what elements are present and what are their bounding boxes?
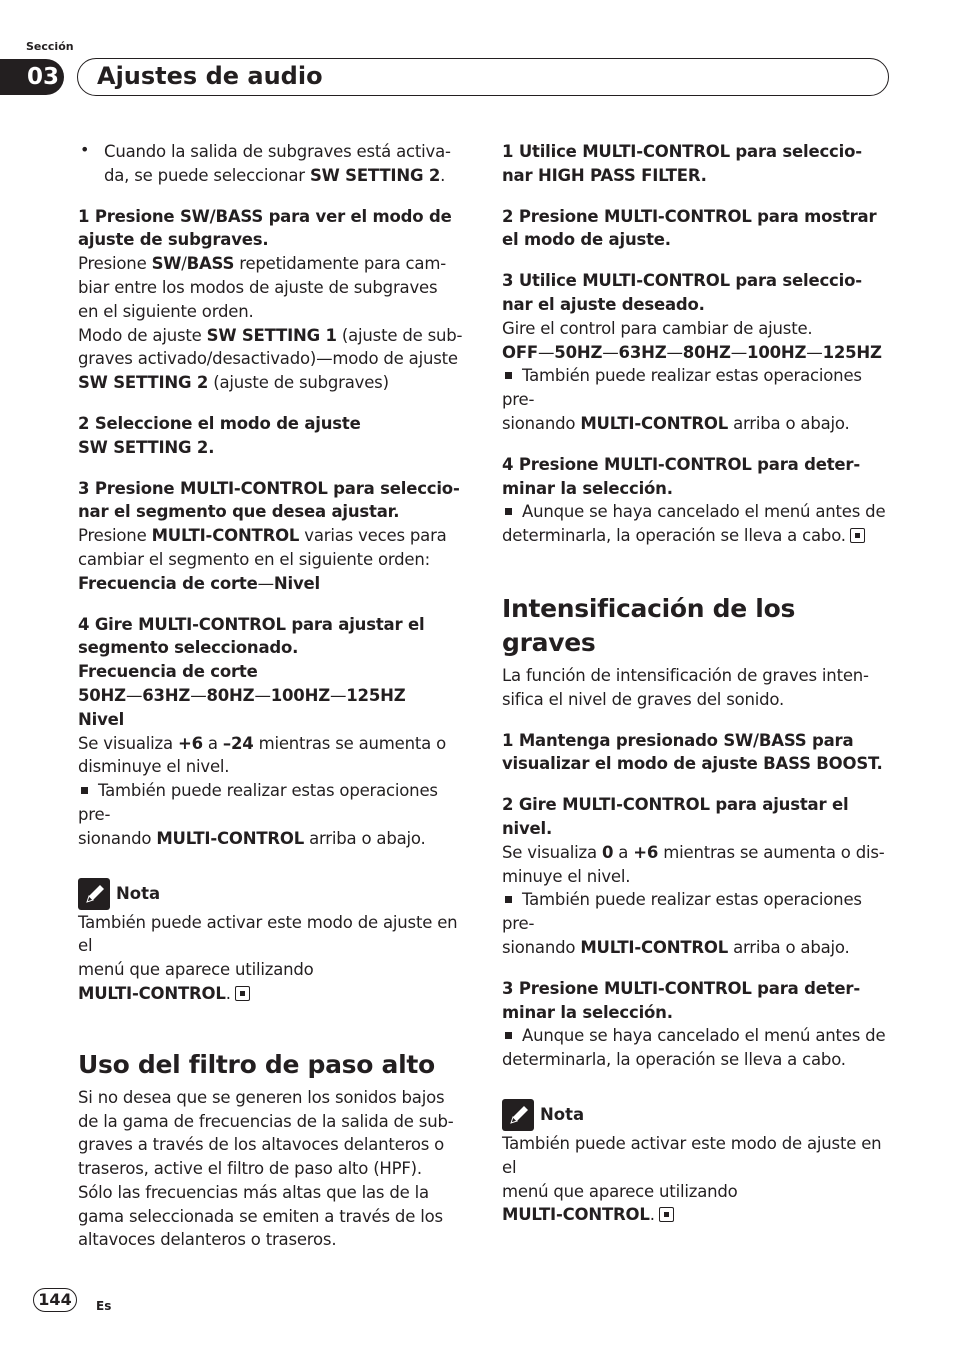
note-line	[502, 500, 892, 524]
text-run: determinarla, la operación se lleva a cabo.	[502, 526, 846, 546]
text-line	[78, 524, 466, 548]
step-heading: 3 Utilice MULTI-CONTROL para seleccio-	[502, 271, 862, 291]
step-heading: minar la selección.	[502, 1002, 673, 1022]
right-column	[502, 140, 892, 1227]
text-run: Aunque se haya cancelado el menú antes de	[522, 1026, 886, 1046]
section-number-badge: 03	[0, 59, 64, 95]
setting-title: Frecuencia de corte	[78, 662, 258, 682]
text-run: Se visualiza	[78, 733, 178, 753]
step-heading: minar la selección.	[502, 478, 673, 498]
intro-bullet	[78, 140, 466, 188]
text-run: (ajuste de sub-	[336, 325, 463, 345]
step-heading: 2 Seleccione el modo de ajuste	[78, 413, 361, 433]
nota-text: menú que aparece utilizando	[502, 1181, 738, 1201]
text-run: También puede realizar estas operaciones pre-	[502, 366, 862, 410]
sequence-value: 63HZ	[142, 685, 191, 705]
text-line	[104, 164, 466, 188]
note-pencil-icon	[78, 878, 110, 910]
nota-text	[502, 1203, 892, 1227]
section-label: Sección	[26, 40, 74, 53]
note-line	[78, 827, 466, 851]
text-line: biar entre los modos de ajuste de subgraves	[78, 277, 438, 297]
step-heading: 4 Presione MULTI-CONTROL para deter-	[502, 454, 860, 474]
nota-heading	[502, 1098, 892, 1132]
text-run: También puede realizar estas operaciones pre-	[502, 890, 862, 934]
section-title-bass-boost: Intensificación de los graves	[502, 593, 796, 657]
end-mark-icon	[850, 528, 865, 543]
text-line: minuye el nivel.	[502, 866, 631, 886]
square-bullet-icon	[505, 508, 512, 515]
sequence-value: 100HZ	[747, 342, 807, 362]
text-run: sionando	[78, 828, 157, 848]
text-run: varias veces para	[299, 526, 447, 546]
text-run: .	[440, 165, 446, 185]
text-line: altavoces delanteros o traseros.	[78, 1230, 337, 1250]
text-line	[78, 252, 466, 276]
text-bold: –24	[222, 733, 254, 753]
note-line	[502, 412, 892, 436]
text-line: La función de intensificación de graves inten-	[502, 665, 869, 685]
text-run: (ajuste de subgraves)	[208, 373, 389, 393]
step-heading: 1 Presione SW/BASS para ver el modo de	[78, 206, 452, 226]
text-line: Si no desea que se generen los sonidos bajos	[78, 1087, 445, 1107]
page-number: 144	[33, 1288, 77, 1312]
text-run: También puede realizar estas operaciones pre-	[78, 781, 438, 824]
sequence-value: 50HZ	[554, 342, 603, 362]
nota-text: menú que aparece utilizando	[78, 960, 314, 980]
text-bold: MULTI-CONTROL	[502, 1205, 650, 1225]
square-bullet-icon	[505, 1032, 512, 1039]
nota-label: Nota	[116, 884, 161, 904]
text-line: traseros, active el filtro de paso alto (HPF).	[78, 1159, 422, 1179]
note-line	[502, 364, 892, 412]
text-bold: SW SETTING 1	[206, 325, 337, 345]
text-run: .	[649, 1205, 655, 1225]
text-line: Sólo las frecuencias más altas que las de la	[78, 1182, 429, 1202]
step-heading: 2 Presione MULTI-CONTROL para mostrar	[502, 206, 877, 226]
text-bold: 0	[601, 842, 614, 862]
language-code: Es	[96, 1299, 112, 1313]
page-title: Ajustes de audio	[97, 62, 323, 90]
note-line	[502, 1024, 892, 1048]
text-line: gama seleccionada se emiten a través de los	[78, 1206, 443, 1226]
note-line: determinarla, la operación se lleva a cabo.	[502, 1050, 846, 1070]
text-line: graves a través de los altavoces delanteros o	[78, 1135, 445, 1155]
text-run: mientras se aumenta o dis-	[658, 842, 885, 862]
square-bullet-icon	[505, 896, 512, 903]
note-line	[502, 524, 892, 548]
text-run: da, se puede seleccionar	[104, 165, 310, 185]
text-run: .	[225, 983, 231, 1003]
step-heading: segmento seleccionado.	[78, 638, 299, 658]
text-run: Se visualiza	[502, 842, 602, 862]
bullet-dot-icon: •	[80, 140, 90, 159]
text-line: de la gama de frecuencias de la salida de sub-	[78, 1111, 454, 1131]
note-line	[78, 779, 466, 827]
sequence-value: 50HZ	[78, 685, 126, 705]
text-line	[502, 841, 892, 865]
text-line	[78, 371, 466, 395]
text-run: mientras se aumenta o	[253, 733, 447, 753]
text-run: a	[613, 842, 634, 862]
step-heading: ajuste de subgraves.	[78, 230, 269, 250]
section-title-hpf: Uso del filtro de paso alto	[78, 1049, 435, 1079]
nota-heading	[78, 877, 466, 911]
text-run: Modo de ajuste	[78, 325, 207, 345]
text-line: cambiar el segmento en el siguiente orden:	[78, 549, 430, 569]
text-line: disminuye el nivel.	[78, 757, 230, 777]
text-line: Cuando la salida de subgraves está activa-	[104, 142, 451, 161]
step-heading: el modo de ajuste.	[502, 230, 671, 250]
step-heading: 2 Gire MULTI-CONTROL para ajustar el	[502, 795, 849, 815]
step-heading: SW SETTING 2.	[78, 437, 215, 457]
text-bold: Nivel	[273, 573, 320, 593]
text-bold: MULTI-CONTROL	[580, 937, 729, 957]
frequency-sequence: 50HZ—63HZ—80HZ—100HZ—125HZ	[78, 685, 406, 705]
text-bold: MULTI-CONTROL	[78, 983, 226, 1003]
text-bold: +6	[177, 733, 203, 753]
square-bullet-icon	[81, 787, 88, 794]
text-run: arriba o abajo.	[304, 828, 426, 848]
text-bold: Frecuencia de corte	[78, 573, 258, 593]
step-heading: 1 Mantenga presionado SW/BASS para	[502, 730, 854, 750]
text-run: repetidamente para cam-	[234, 254, 446, 274]
square-bullet-icon	[505, 372, 512, 379]
sequence-value: OFF	[502, 342, 538, 362]
text-line: Gire el control para cambiar de ajuste.	[502, 318, 813, 338]
step-heading: 3 Presione MULTI-CONTROL para seleccio-	[78, 478, 460, 498]
left-column	[78, 140, 466, 1252]
text-run: arriba o abajo.	[728, 413, 850, 433]
end-mark-icon	[659, 1207, 674, 1222]
text-run: a	[202, 733, 223, 753]
sequence-value: 63HZ	[618, 342, 667, 362]
step-heading: 3 Presione MULTI-CONTROL para deter-	[502, 978, 860, 998]
step-heading: 4 Gire MULTI-CONTROL para ajustar el	[78, 614, 425, 634]
step-heading: nar HIGH PASS FILTER.	[502, 165, 707, 185]
text-line	[78, 572, 466, 596]
text-bold: BASS	[186, 254, 235, 274]
text-bold: +6	[633, 842, 659, 862]
nota-label: Nota	[540, 1105, 585, 1125]
note-line	[502, 888, 892, 936]
step-heading: visualizar el modo de ajuste BASS BOOST.	[502, 754, 883, 774]
nota-text: También puede activar este modo de ajuste en el	[502, 1133, 882, 1177]
setting-title: Nivel	[78, 709, 125, 729]
text-run: /	[181, 254, 187, 274]
text-line: en el siguiente orden.	[78, 301, 254, 321]
step-heading: 1 Utilice MULTI-CONTROL para seleccio-	[502, 142, 862, 161]
text-run: sionando	[502, 413, 581, 433]
sequence-value: 80HZ	[206, 685, 255, 705]
text-run: Presione	[78, 254, 152, 274]
text-run: sionando	[502, 937, 581, 957]
text-line	[78, 324, 466, 348]
text-line	[78, 732, 466, 756]
hpf-sequence: OFF—50HZ—63HZ—80HZ—100HZ—125HZ	[502, 342, 882, 362]
text-line: sifica el nivel de graves del sonido.	[502, 689, 785, 709]
text-bold: SW SETTING 2	[78, 373, 209, 393]
text-run: Aunque se haya cancelado el menú antes de	[522, 502, 886, 522]
text-bold: MULTI-CONTROL	[156, 828, 305, 848]
text-bold: SW SETTING 2	[309, 165, 441, 185]
text-run: Presione	[78, 526, 152, 546]
text-run: arriba o abajo.	[728, 937, 850, 957]
note-pencil-icon	[502, 1099, 534, 1131]
text-line: graves activado/desactivado)—modo de ajuste	[78, 349, 458, 369]
step-heading: nar el segmento que desea ajustar.	[78, 502, 400, 522]
sequence-value: 125HZ	[822, 342, 882, 362]
sequence-value: 100HZ	[270, 685, 330, 705]
step-heading: nar el ajuste deseado.	[502, 294, 705, 314]
nota-text: También puede activar este modo de ajuste en el	[78, 912, 458, 956]
text-bold: MULTI-CONTROL	[580, 413, 729, 433]
end-mark-icon	[235, 986, 250, 1001]
sequence-value: 125HZ	[346, 685, 406, 705]
note-line	[502, 936, 892, 960]
text-run: —	[257, 573, 274, 593]
text-bold: SW	[151, 254, 182, 274]
step-heading: nivel.	[502, 818, 553, 838]
text-bold: MULTI-CONTROL	[151, 526, 300, 546]
sequence-value: 80HZ	[682, 342, 731, 362]
nota-text	[78, 982, 466, 1006]
